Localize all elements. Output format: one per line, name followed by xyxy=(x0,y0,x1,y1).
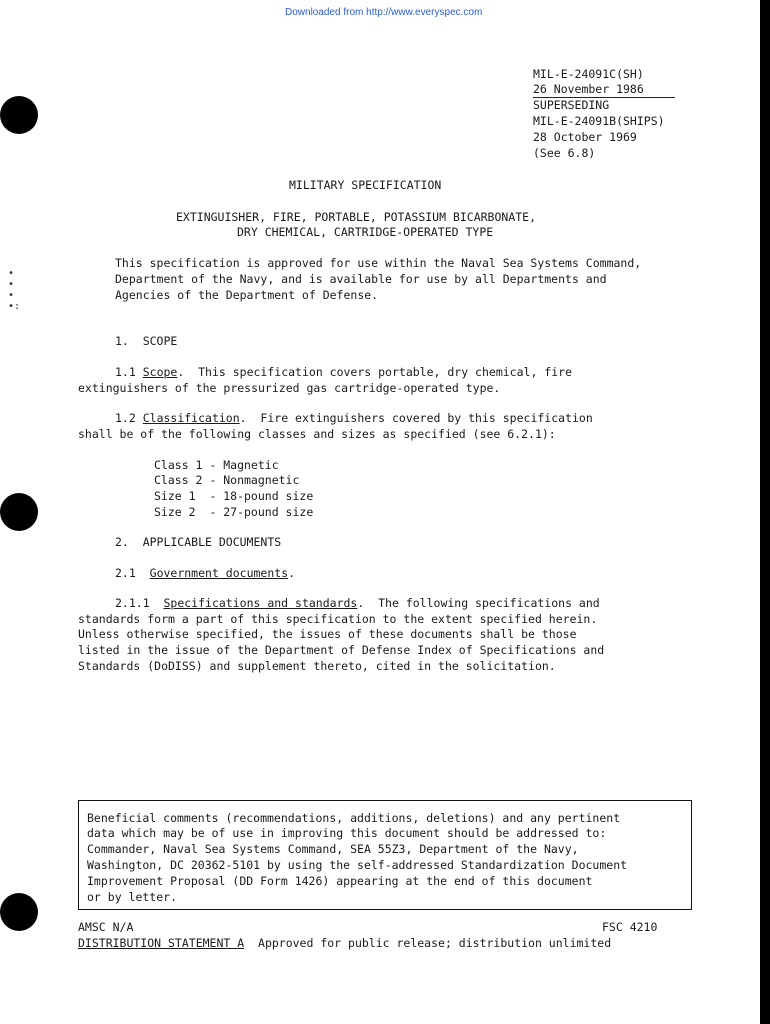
title-line-2: DRY CHEMICAL, CARTRIDGE-OPERATED TYPE xyxy=(237,225,494,239)
approval-line-2: Department of the Navy, and is available for use by all Departments and xyxy=(115,272,607,286)
comments-line: data which may be of use in improving this document should be addressed to: xyxy=(87,826,607,840)
section-2-1-1-line: Standards (DoDISS) and supplement thereto, cited in the solicitation. xyxy=(78,659,556,673)
superseded-id: MIL-E-24091B(SHIPS) xyxy=(533,114,665,128)
comments-line: Improvement Proposal (DD Form 1426) appearing at the end of this document xyxy=(87,874,593,888)
punch-hole-middle xyxy=(0,493,38,531)
approval-line-1: This specification is approved for use within the Naval Sea Systems Command, xyxy=(115,256,642,270)
distribution-label: DISTRIBUTION STATEMENT A xyxy=(78,936,245,950)
section-2-1-title: Government documents xyxy=(149,566,289,580)
spec-kind: MILITARY SPECIFICATION xyxy=(289,178,442,192)
punch-hole-top xyxy=(0,96,38,134)
distribution-text: Approved for public release; distribution unlimited xyxy=(244,936,612,950)
fsc-code: FSC 4210 xyxy=(602,920,658,934)
scope-heading: 1. SCOPE xyxy=(115,334,178,348)
doc-date: 26 November 1986 xyxy=(533,82,644,96)
punch-hole-bottom xyxy=(0,893,38,931)
section-1-2-text: . Fire extinguishers covered by this specification xyxy=(239,411,593,425)
section-2-1-1-text: . The following specifications and xyxy=(357,596,600,610)
section-1-1-line-1 xyxy=(115,365,572,381)
comments-line: Commander, Naval Sea Systems Command, SEA 55Z3, Department of the Navy, xyxy=(87,842,579,856)
section-1-2-line-1 xyxy=(115,411,593,427)
doc-id: MIL-E-24091C(SH) xyxy=(533,67,644,81)
section-1-1-title: Scope xyxy=(142,365,178,379)
section-2-1-1-line-1 xyxy=(115,596,600,612)
download-banner-link[interactable]: Downloaded from http://www.everyspec.com xyxy=(285,7,483,18)
see-reference: (See 6.8) xyxy=(533,146,596,160)
section-1-2-number: 1.2 xyxy=(115,411,136,425)
section-2-1-1-line: listed in the issue of the Department of Defense Index of Specifications and xyxy=(78,643,605,657)
amsc-code: AMSC N/A xyxy=(78,920,134,934)
comments-line: Washington, DC 20362-5101 by using the self-addressed Standardization Document xyxy=(87,858,628,872)
documents-heading: 2. APPLICABLE DOCUMENTS xyxy=(115,535,282,549)
class-item: Size 2 - 27-pound size xyxy=(154,505,314,519)
approval-line-3: Agencies of the Department of Defense. xyxy=(115,288,379,302)
class-item: Size 1 - 18-pound size xyxy=(154,489,314,503)
scan-edge-shadow xyxy=(760,0,770,1024)
section-1-2-line-2: shall be of the following classes and sizes as specified (see 6.2.1): xyxy=(78,427,556,441)
superseding-label: SUPERSEDING xyxy=(533,98,610,112)
section-1-1-text: . This specification covers portable, dry chemical, fire xyxy=(177,365,572,379)
section-2-1-1-title: Specifications and standards xyxy=(163,596,358,610)
section-2-1-number: 2.1 xyxy=(115,566,136,580)
section-1-1-line-2: extinguishers of the pressurized gas cartridge-operated type. xyxy=(78,381,501,395)
section-2-1-1-line: Unless otherwise specified, the issues of these documents shall be those xyxy=(78,627,577,641)
comments-line: or by letter. xyxy=(87,890,178,904)
section-2-1-1-number: 2.1.1 xyxy=(115,596,150,610)
superseded-date: 28 October 1969 xyxy=(533,130,637,144)
class-item: Class 2 - Nonmagnetic xyxy=(154,473,300,487)
scan-specks: • • • •: xyxy=(8,268,21,312)
distribution-statement xyxy=(78,936,611,952)
section-2-1-line xyxy=(115,566,295,582)
section-2-1-period: . xyxy=(288,566,296,580)
section-1-2-title: Classification xyxy=(142,411,240,425)
section-1-1-number: 1.1 xyxy=(115,365,136,379)
comments-line: Beneficial comments (recommendations, additions, deletions) and any pertinent xyxy=(87,811,621,825)
class-item: Class 1 - Magnetic xyxy=(154,458,279,472)
section-2-1-1-line: standards form a part of this specification to the extent specified herein. xyxy=(78,612,598,626)
title-line-1: EXTINGUISHER, FIRE, PORTABLE, POTASSIUM BICARBONATE, xyxy=(176,210,537,224)
